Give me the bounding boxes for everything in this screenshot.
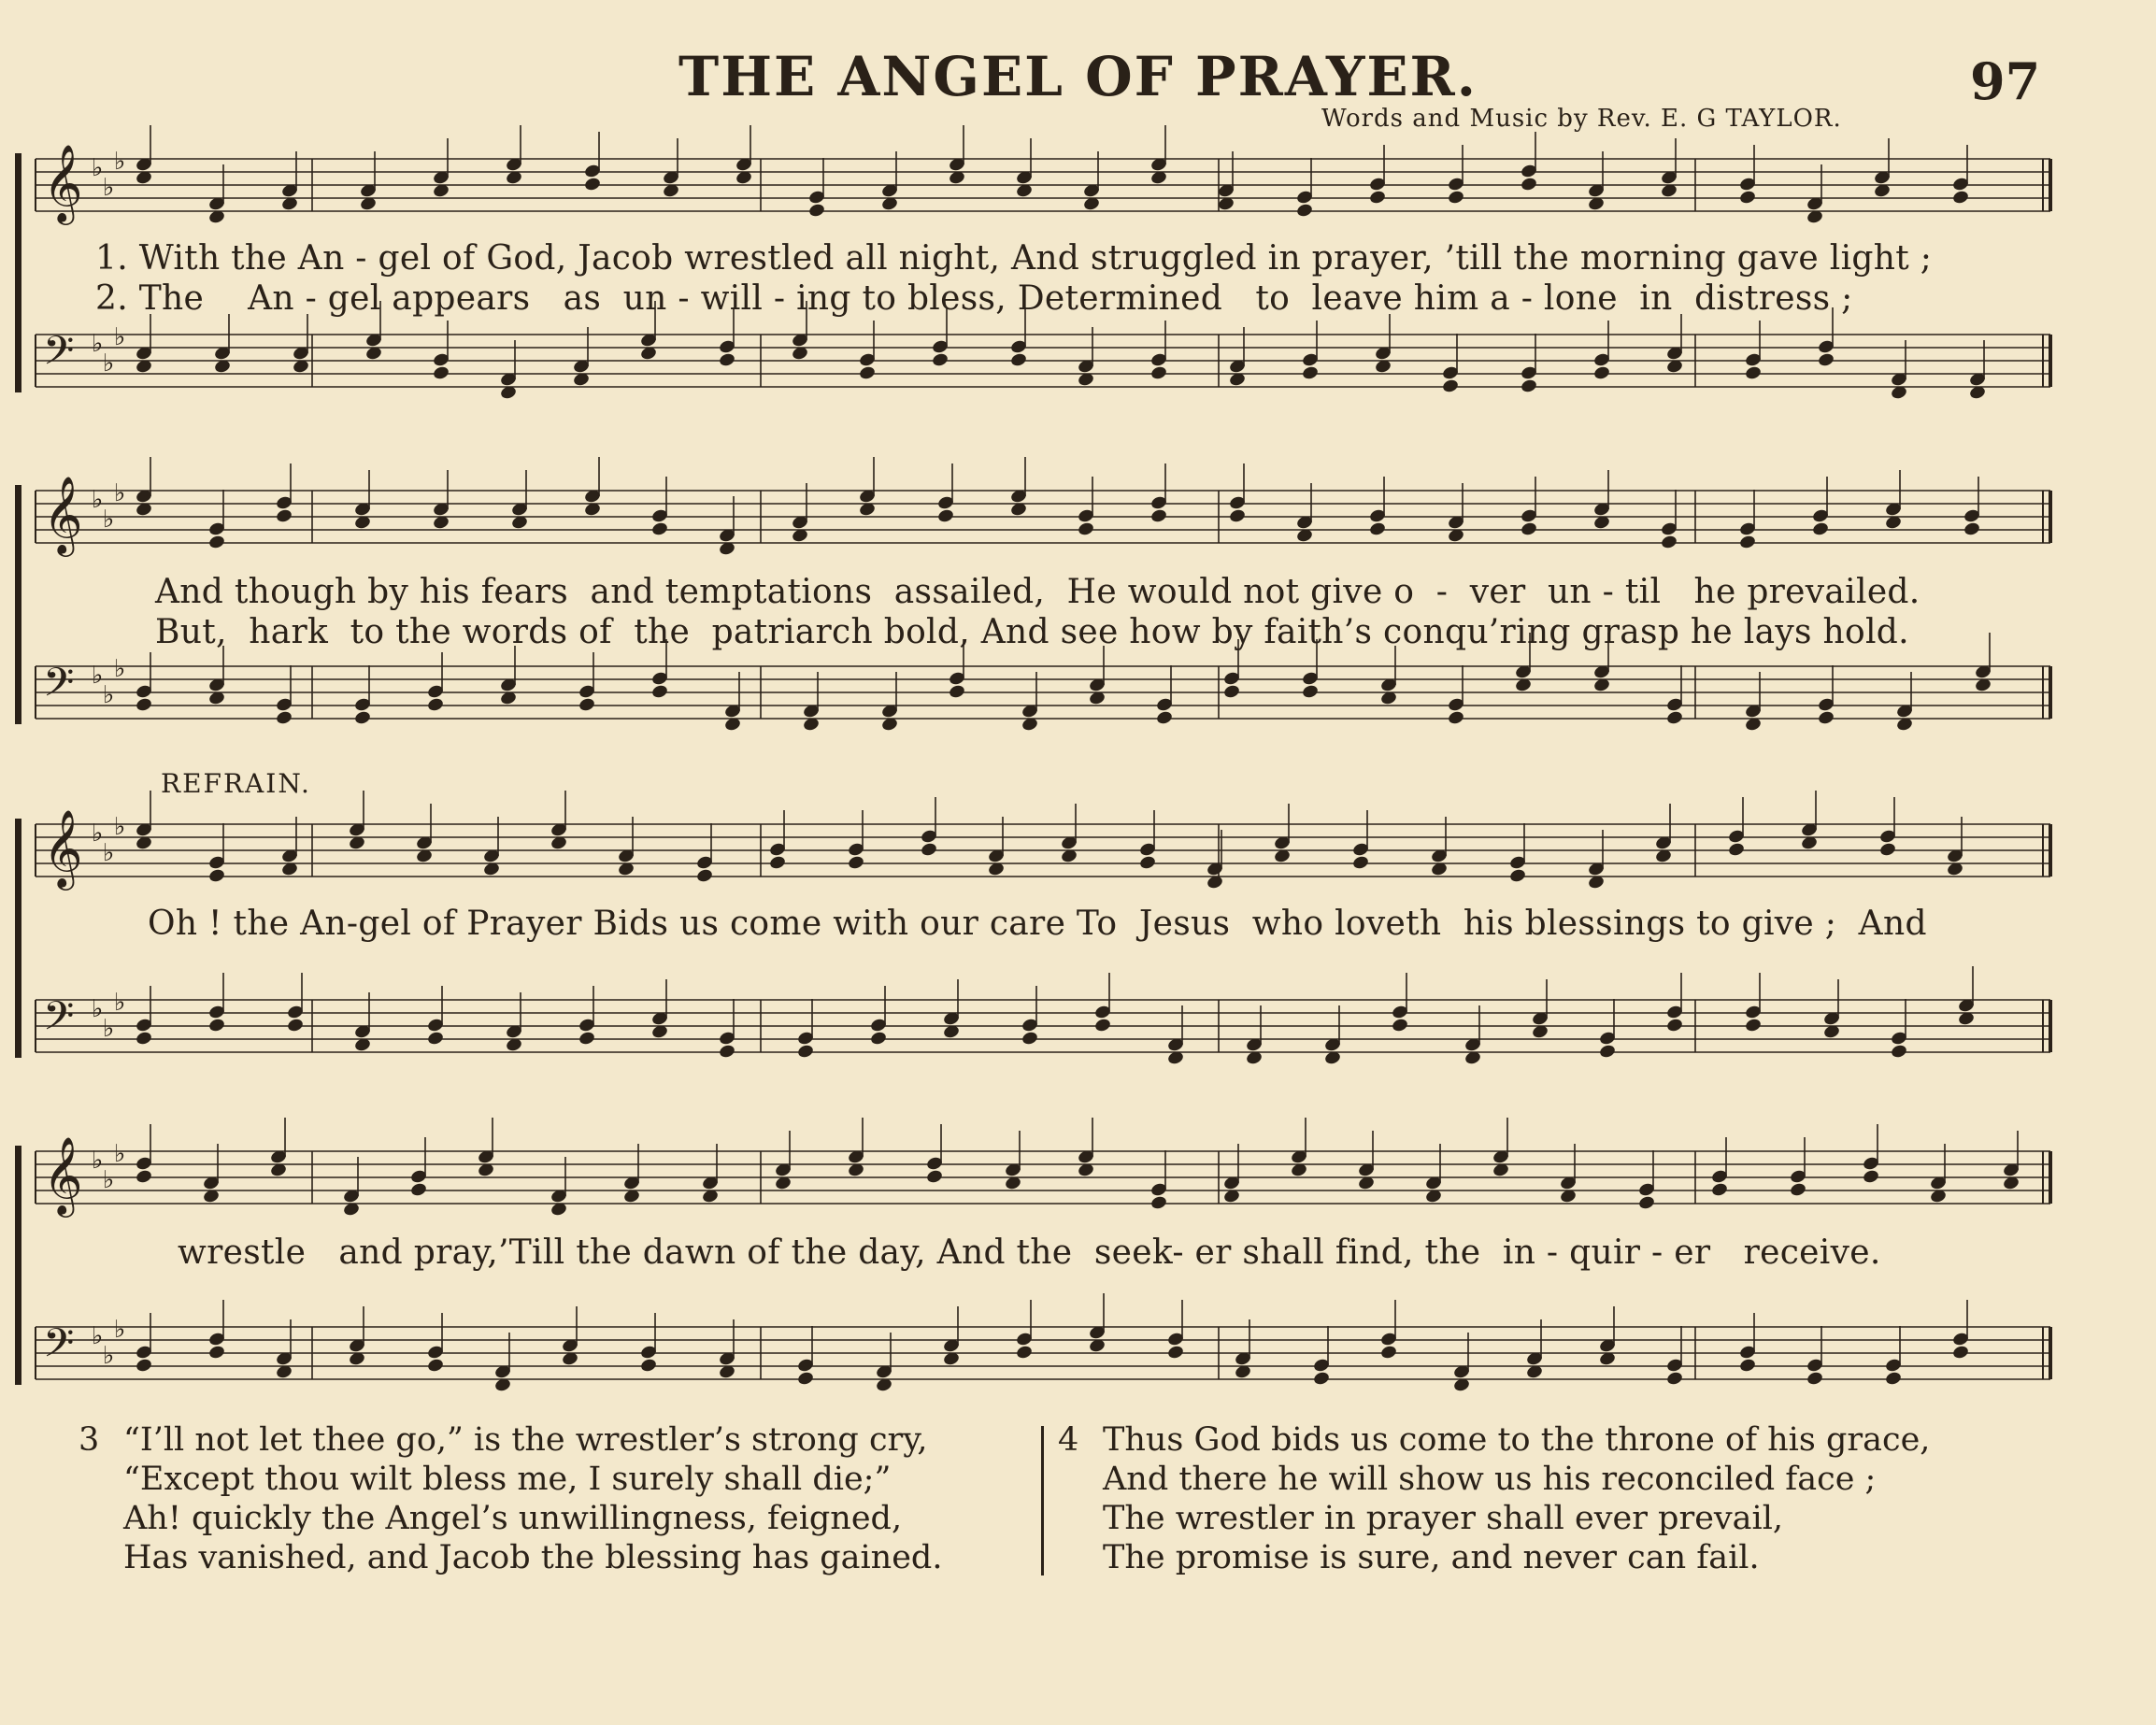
notehead: [1727, 842, 1745, 858]
notehead: [207, 535, 225, 550]
notehead: [1149, 1195, 1167, 1211]
notehead: [426, 1031, 444, 1047]
music-system-3: [13, 805, 2050, 1076]
notehead: [1884, 1371, 1902, 1387]
notehead: [275, 508, 293, 524]
treble-staff: [36, 457, 2050, 557]
system-brace: [15, 1146, 21, 1385]
flat-icon: ♭: [114, 148, 126, 176]
treble-staff: [36, 791, 2050, 891]
verse-divider: [1041, 1426, 1044, 1575]
notehead: [920, 842, 937, 858]
bass-clef-icon: 𝄢: [43, 660, 75, 716]
verse-number: 4: [1058, 1421, 1079, 1459]
bass-clef-icon: 𝄢: [43, 328, 75, 384]
verse-line: The promise is sure, and never can fail.: [1103, 1539, 1760, 1576]
notehead: [1093, 1018, 1111, 1034]
notehead: [1441, 378, 1459, 394]
flat-icon: ♭: [114, 989, 126, 1017]
notehead: [796, 1044, 814, 1060]
flat-icon: ♭: [92, 1147, 104, 1175]
notehead: [1312, 1371, 1330, 1387]
notehead: [650, 521, 668, 537]
notehead: [1744, 1018, 1762, 1034]
verse-line: “Except thou wilt bless me, I surely shall die;”: [123, 1461, 892, 1498]
notehead: [1598, 1044, 1616, 1060]
verse-line: Thus God bids us come to the throne of his grace,: [1103, 1421, 1931, 1459]
notehead: [1789, 1182, 1806, 1198]
treble-clef-icon: 𝄞: [43, 808, 83, 887]
notehead: [1228, 508, 1246, 524]
notehead: [869, 1031, 887, 1047]
notehead: [1295, 203, 1313, 219]
notehead: [1149, 365, 1167, 381]
notehead: [1637, 1195, 1655, 1211]
notehead: [207, 1345, 225, 1361]
music-system-2: [13, 472, 2050, 743]
notehead: [1520, 378, 1537, 394]
notehead: [768, 855, 786, 871]
verse-line: “I’ll not let thee go,” is the wrestler’s strong cry,: [123, 1421, 928, 1459]
notehead: [583, 177, 601, 192]
notehead: [1149, 508, 1167, 524]
notehead: [1738, 1358, 1756, 1374]
verse-4: [1058, 1420, 1992, 1577]
treble-staff: [36, 125, 2050, 225]
flat-icon: ♭: [92, 1322, 104, 1350]
notehead: [1301, 365, 1319, 381]
notehead: [207, 868, 225, 884]
refrain-label: REFRAIN.: [161, 768, 311, 799]
treble-clef-icon: 𝄞: [43, 475, 83, 553]
notehead: [1015, 1345, 1033, 1361]
bass-clef-icon: 𝄢: [43, 1320, 75, 1376]
notehead: [1806, 1371, 1823, 1387]
notehead: [931, 352, 949, 368]
flat-icon: ♭: [92, 820, 104, 848]
notehead: [1222, 684, 1240, 700]
flat-icon: ♭: [92, 330, 104, 358]
notehead: [135, 697, 152, 713]
notehead: [1951, 1345, 1969, 1361]
notehead: [1817, 352, 1835, 368]
notehead: [1138, 855, 1156, 871]
treble-clef-icon: 𝄞: [43, 1135, 83, 1214]
notehead: [135, 1169, 152, 1185]
notehead: [1021, 1031, 1038, 1047]
notehead: [135, 1031, 152, 1047]
flat-icon: ♭: [103, 1015, 115, 1043]
notehead: [1738, 190, 1756, 206]
notehead: [426, 697, 444, 713]
page-number: 97: [1970, 51, 2041, 111]
notehead: [847, 855, 864, 871]
notehead: [1592, 365, 1610, 381]
notehead: [1665, 1371, 1683, 1387]
notehead: [286, 1018, 304, 1034]
notehead: [578, 697, 595, 713]
flat-icon: ♭: [92, 662, 104, 690]
flat-icon: ♭: [92, 154, 104, 182]
notehead: [1368, 521, 1386, 537]
notehead: [1447, 190, 1464, 206]
notehead: [807, 203, 825, 219]
music-system-4: [13, 1133, 2050, 1404]
bass-staff: [36, 966, 2050, 1065]
lyric-line-refrain: Oh ! the An-gel of Prayer Bids us come with our care To Jesus who loveth his blessings to give ; And: [148, 905, 1927, 943]
notehead: [1660, 535, 1678, 550]
notehead: [578, 1031, 595, 1047]
bass-clef-icon: 𝄢: [43, 993, 75, 1049]
notehead: [1301, 684, 1319, 700]
notehead: [1520, 521, 1537, 537]
notehead: [639, 1358, 657, 1374]
notehead: [275, 710, 293, 726]
flat-icon: ♭: [103, 1166, 115, 1194]
flat-icon: ♭: [114, 1316, 126, 1344]
flat-icon: ♭: [92, 486, 104, 514]
notehead: [1447, 710, 1464, 726]
notehead: [1817, 710, 1835, 726]
notehead: [1963, 521, 1980, 537]
notehead: [925, 1169, 943, 1185]
notehead: [1811, 521, 1829, 537]
system-brace: [15, 819, 21, 1058]
notehead: [858, 365, 876, 381]
notehead: [1379, 1345, 1397, 1361]
verse-number: 3: [79, 1421, 100, 1459]
notehead: [426, 1358, 444, 1374]
flat-icon: ♭: [114, 813, 126, 841]
notehead: [936, 508, 954, 524]
system-brace: [15, 153, 21, 392]
notehead: [1878, 842, 1896, 858]
lyric-line-verse-2: But, hark to the words of the patriarch bold, And see how by faith’s conqu’ring grasp he lays hold.: [155, 613, 1909, 651]
notehead: [1351, 855, 1369, 871]
notehead: [1520, 177, 1537, 192]
notehead: [1508, 868, 1526, 884]
notehead: [1744, 365, 1762, 381]
flat-icon: ♭: [114, 655, 126, 683]
flat-icon: ♭: [92, 995, 104, 1023]
lyric-line-refrain: wrestle and pray,’Till the dawn of the day, And the seek- er shall find, the in - quir - er receive.: [178, 1233, 1881, 1272]
treble-clef-icon: 𝄞: [43, 143, 83, 221]
notehead: [1009, 352, 1027, 368]
notehead: [1665, 710, 1683, 726]
flat-icon: ♭: [103, 174, 115, 202]
flat-icon: ♭: [103, 681, 115, 709]
notehead: [135, 1358, 152, 1374]
verse-3: [79, 1420, 1032, 1577]
verse-line: Ah! quickly the Angel’s unwillingness, feigned,: [123, 1500, 903, 1537]
verse-line: And there he will show us his reconciled face ;: [1103, 1461, 1877, 1498]
composer-credit: Words and Music by Rev. E. G TAYLOR.: [1321, 105, 1842, 133]
verse-line: Has vanished, and Jacob the blessing has gained.: [123, 1539, 943, 1576]
notehead: [409, 1182, 427, 1198]
page-title: THE ANGEL OF PRAYER.: [678, 45, 1478, 108]
flat-icon: ♭: [103, 1342, 115, 1370]
verse-line: The wrestler in prayer shall ever prevail,: [1103, 1500, 1784, 1537]
notehead: [353, 710, 371, 726]
notehead: [650, 684, 668, 700]
notehead: [718, 352, 735, 368]
flat-icon: ♭: [103, 839, 115, 867]
notehead: [1391, 1018, 1408, 1034]
lyric-line-verse-1: And though by his fears and temptations assailed, He would not give o - ver un - til he prevailed.: [155, 573, 1920, 611]
notehead: [948, 684, 965, 700]
notehead: [1951, 190, 1969, 206]
notehead: [796, 1371, 814, 1387]
notehead: [1890, 1044, 1907, 1060]
notehead: [207, 1018, 225, 1034]
notehead: [1738, 535, 1756, 550]
notehead: [1077, 521, 1094, 537]
notehead: [1862, 1169, 1879, 1185]
lyric-line-verse-1: 1. With the An - gel of God, Jacob wrestled all night, And struggled in prayer, ’till the morning gave light ;: [95, 239, 1933, 278]
notehead: [718, 1044, 735, 1060]
music-system-1: [13, 140, 2050, 411]
flat-icon: ♭: [103, 506, 115, 534]
notehead: [1665, 1018, 1683, 1034]
notehead: [1368, 190, 1386, 206]
lyric-line-verse-2: 2. The An - gel appears as un - will - ing to bless, Determined to leave him a - lone in distress ;: [95, 279, 1853, 318]
flat-icon: ♭: [114, 323, 126, 351]
notehead: [1166, 1345, 1184, 1361]
bass-staff: [36, 1293, 2050, 1392]
flat-icon: ♭: [103, 349, 115, 378]
notehead: [432, 365, 450, 381]
flat-icon: ♭: [114, 1140, 126, 1168]
notehead: [1710, 1182, 1728, 1198]
system-brace: [15, 485, 21, 724]
treble-staff: [36, 1118, 2050, 1218]
flat-icon: ♭: [114, 479, 126, 507]
notehead: [1155, 710, 1173, 726]
notehead: [695, 868, 713, 884]
